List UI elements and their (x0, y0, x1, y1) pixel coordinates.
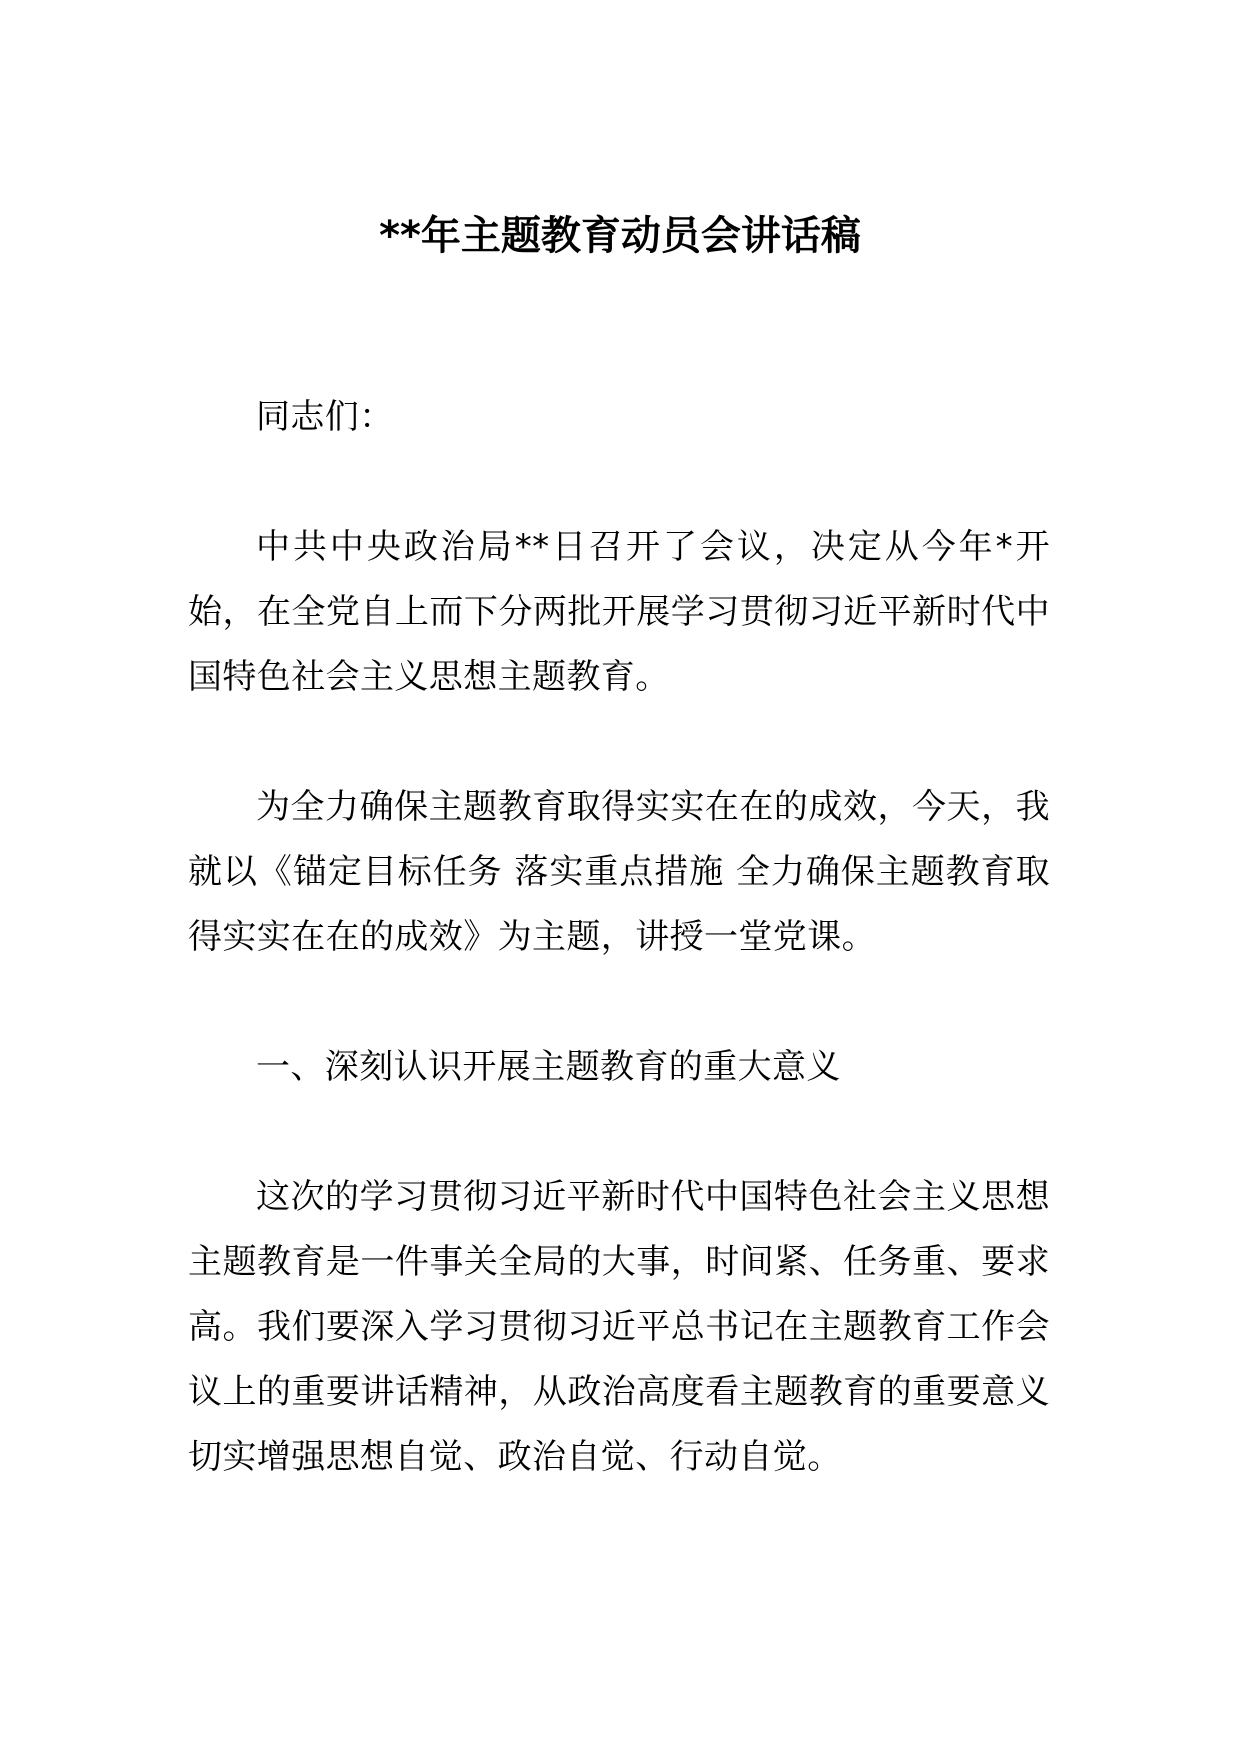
document-body (188, 385, 1050, 1555)
section-heading: 一、深刻认识开展主题教育的重大意义 (256, 1047, 841, 1087)
paragraph: 为全力确保主题教育取得实实在在的成效，今天，我就以《锚定目标任务 落实重点措施 全力确保主题教育取得实实在在的成效》为主题，讲授一堂党课。 (188, 787, 1050, 957)
paragraph: 中共中央政治局**日召开了会议，决定从今年*开始，在全党自上而下分两批开展学习贯彻习近平新时代中国特色社会主义思想主题教育。 (188, 527, 1050, 697)
document-title: **年主题教育动员会讲话稿 (379, 213, 861, 259)
paragraph: 这次的学习贯彻习近平新时代中国特色社会主义思想主题教育是一件事关全局的大事，时间紧、任务重、要求高。我们要深入学习贯彻习近平总书记在主题教育工作会议上的重要讲话精神，从政治高度看主题教育的重要意义切实增强思想自觉、政治自觉、行动自觉。 (188, 1177, 1050, 1477)
salutation: 同志们： (256, 397, 394, 437)
